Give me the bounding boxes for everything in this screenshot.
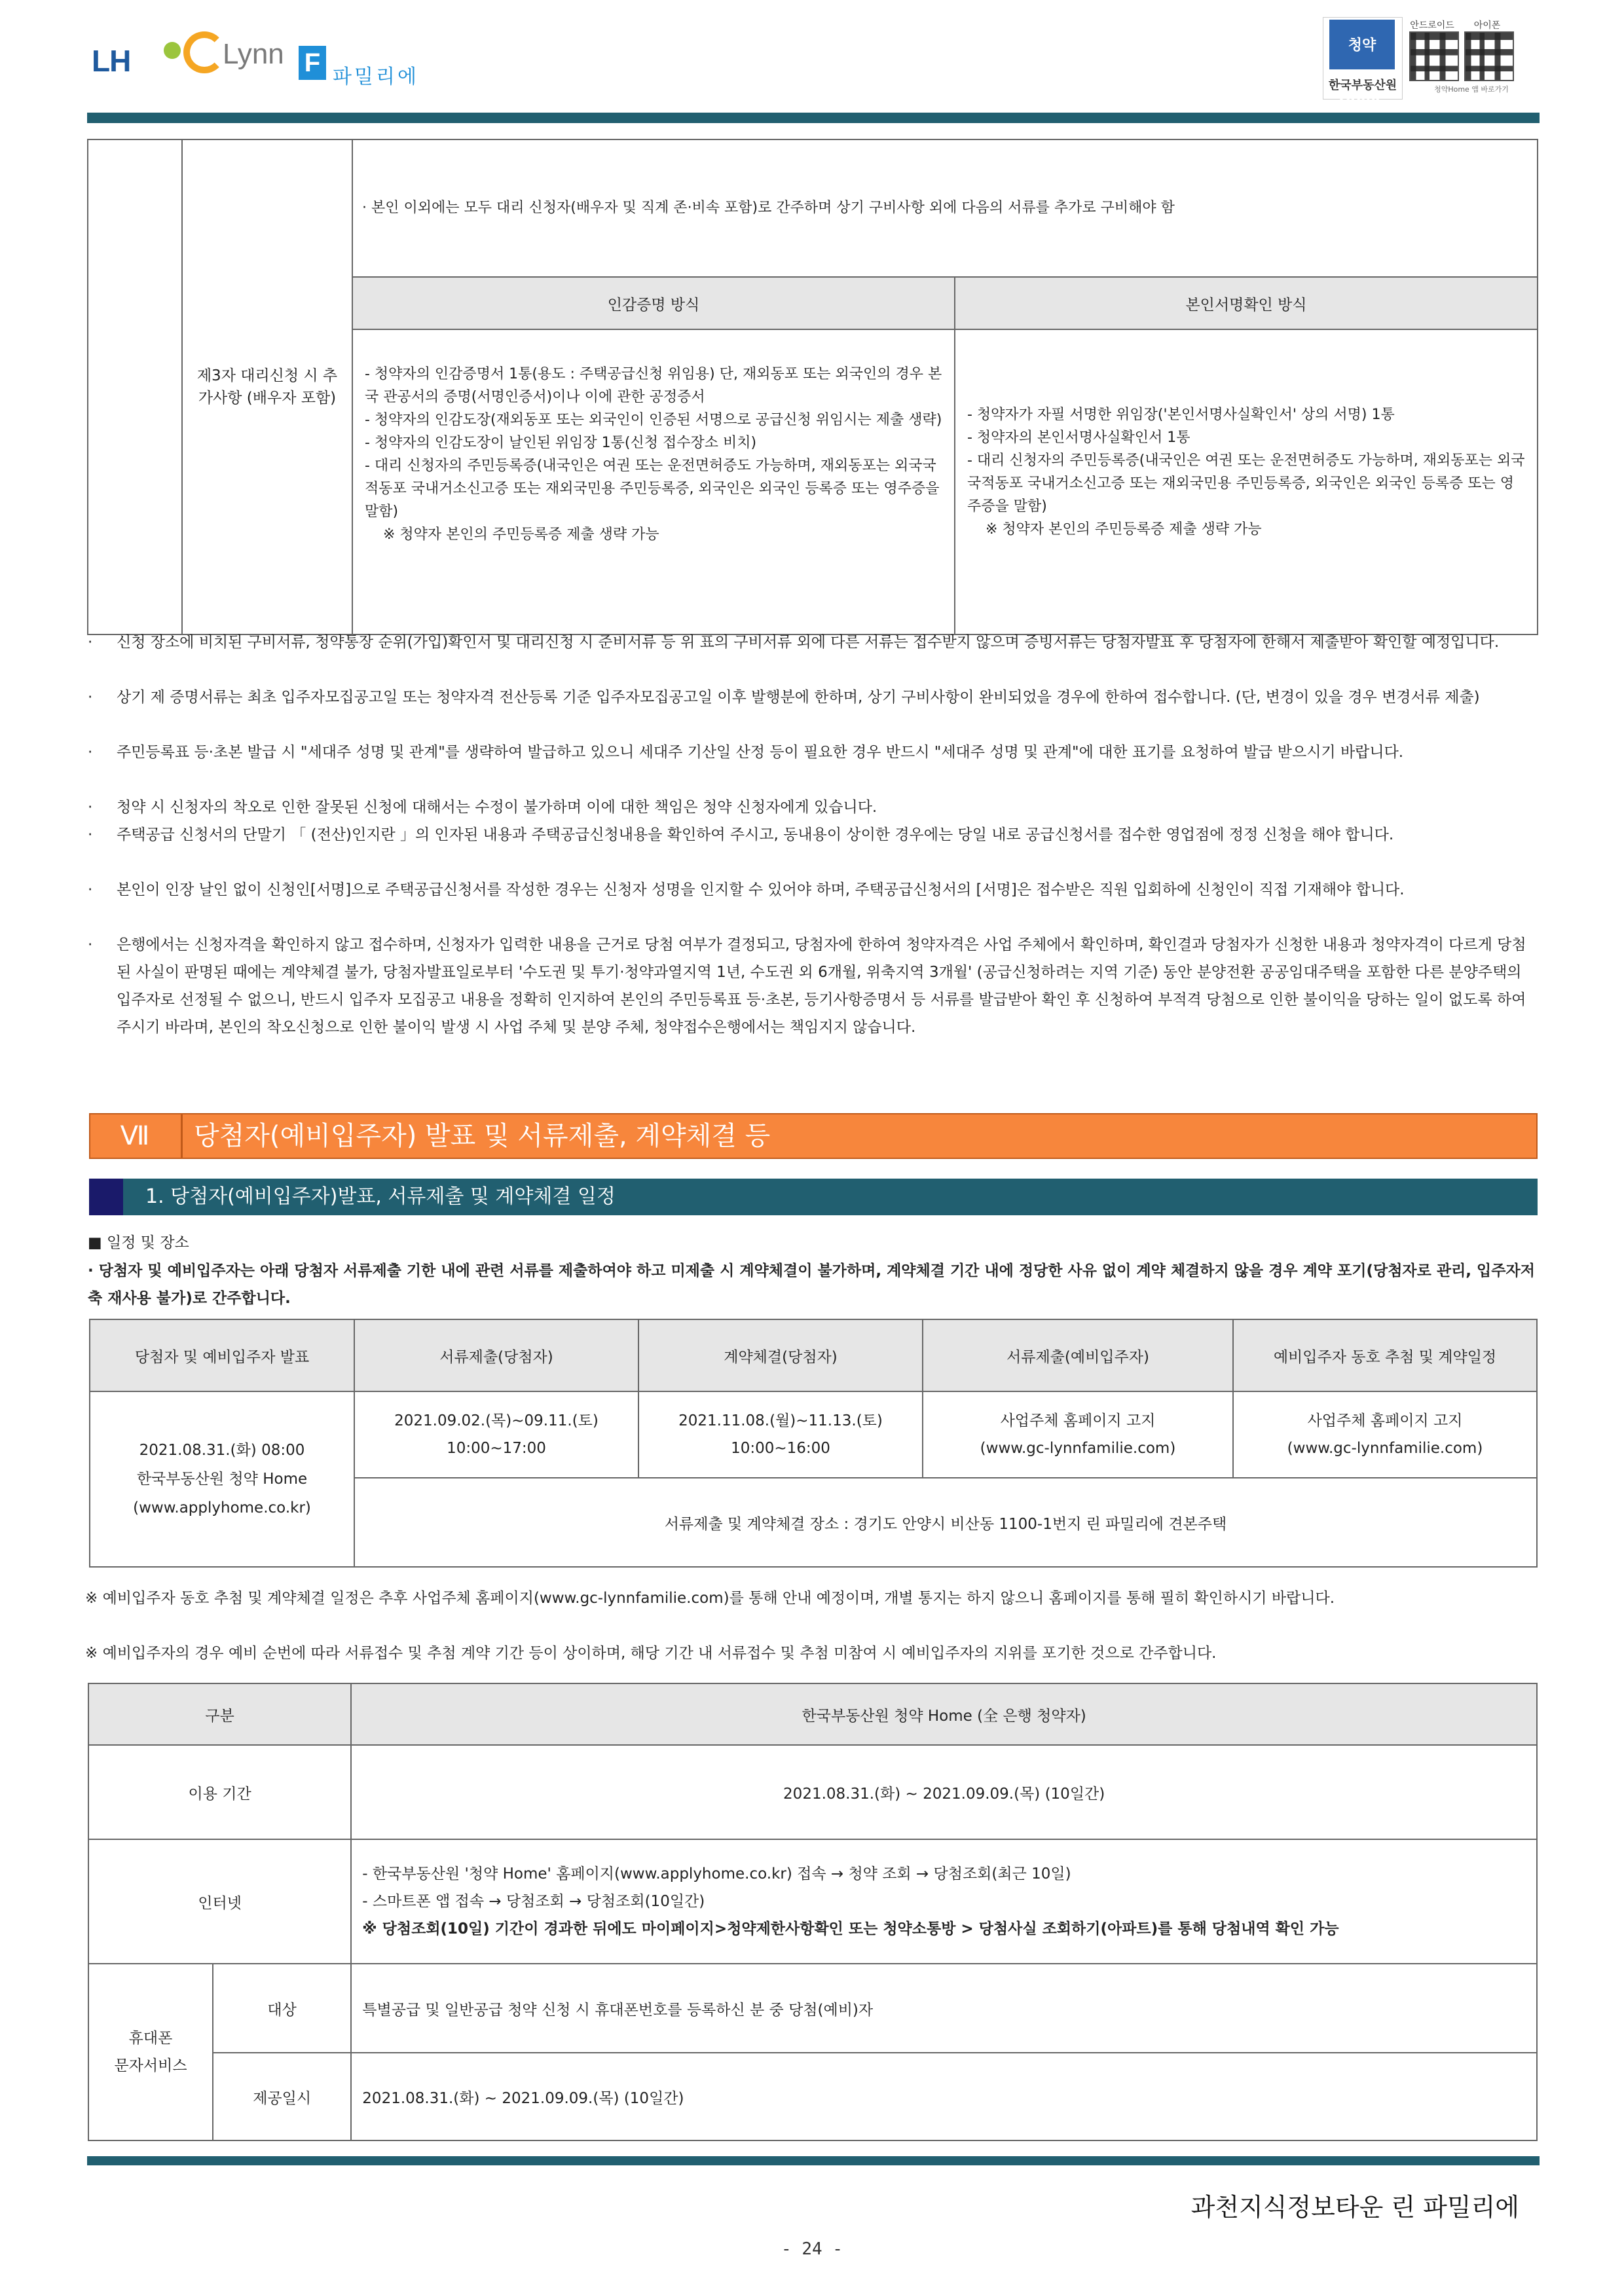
sms-label-line: 휴대폰 — [128, 2030, 173, 2047]
qr-iphone-icon[interactable] — [1464, 31, 1514, 81]
announce-cell — [90, 1391, 354, 1567]
schedule-header: 당첨자 및 예비입주자 발표 — [90, 1319, 354, 1391]
contract-time: 10:00~16:00 — [731, 1440, 830, 1457]
schedule-intro: · 당첨자 및 예비입주자는 아래 당첨자 서류제출 기한 내에 관련 서류를 제출하여야 하고 미제출 시 계약체결이 불가하며, 계약체결 기간 내에 정당한 사유 없이 계약 체결하지 않을 경우 계약 포기(당첨자로 관리, 입주자저축 재사용 불가)로 간주합니다. — [88, 1262, 1535, 1307]
lynn-logo-ring-icon — [183, 31, 225, 73]
qr-iphone-label: 아이폰 — [1473, 20, 1501, 31]
right-line: - 대리 신청자의 주민등록증(내국인은 여권 또는 운전면허증도 가능하며, 재외동포는 외국국적동포 국내거소신고증 또는 재외국민용 주민등록증, 외국인은 외국인 등록증 또는 영주증을 말함) — [967, 452, 1525, 515]
note-item — [88, 684, 1535, 711]
sms-label-line: 문자서비스 — [114, 2057, 187, 2074]
note-text: 신청 장소에 비치된 구비서류, 청약통장 순위(가입)확인서 및 대리신청 시 준비서류 등 위 표의 구비서류 외에 다른 서류는 접수받지 않으며 증빙서류는 당첨자발표 후 당첨자에 한해서 제출받아 확인할 예정입니다. — [117, 634, 1500, 651]
bullet-icon: · — [88, 689, 93, 706]
schedule-table — [89, 1319, 1538, 1568]
chungyak-org-name: 한국부동산원 — [1328, 79, 1397, 92]
announce-site: 한국부동산원 청약 Home — [136, 1471, 308, 1488]
qr-android-icon[interactable] — [1409, 31, 1459, 81]
footer-title: 과천지식정보타운 린 파밀리에 — [1190, 2193, 1519, 2222]
note-item — [88, 876, 1535, 904]
remark-item: ※ 예비입주자 동호 추첨 및 계약체결 일정은 추후 사업주체 홈페이지(www.gc-lynnfamilie.com)를 통해 안내 예정이며, 개별 통지는 하지 않으니 홈페이지를 통해 필히 확인하시기 바랍니다. — [85, 1590, 1335, 1607]
internet-line: - 스마트폰 앱 접속 → 당첨조회 → 당첨조회(10일간) — [362, 1893, 705, 1910]
reserve-draw-cell — [1233, 1391, 1537, 1478]
announce-date: 2021.08.31.(화) 08:00 — [139, 1442, 305, 1459]
familie-logo-mark: F — [299, 46, 326, 80]
remark-item: ※ 예비입주자의 경우 예비 순번에 따라 서류접수 및 추첨 계약 기간 등이 상이하며, 해당 기간 내 서류접수 및 추첨 미참여 시 예비입주자의 지위를 포기한 것으로 간주합니다. — [85, 1645, 1217, 1662]
docs-winner-date: 2021.09.02.(목)~09.11.(토) — [394, 1412, 599, 1429]
footer-divider — [87, 2156, 1540, 2165]
lh-logo: LH — [92, 44, 131, 78]
target-value: 특별공급 및 일반공급 청약 신청 시 휴대폰번호를 등록하신 분 중 당첨(예비)자 — [351, 1964, 1537, 2053]
left-line: - 청약자의 인감증명서 1통(용도 : 주택공급신청 위임용) 단, 재외동포 또는 외국인의 경우 본국 관공서의 증명(서명인증서)이나 이에 관한 공정증서 — [365, 366, 942, 405]
schedule-heading: ■ 일정 및 장소 — [88, 1234, 189, 1251]
place-cell: 서류제출 및 계약체결 장소 : 경기도 안양시 비산동 1100-1번지 린 파밀리에 견본주택 — [354, 1478, 1537, 1567]
note-item — [88, 931, 1535, 1041]
chungyak-home-house-icon: 청약Home — [1329, 20, 1395, 69]
col-right-body — [955, 329, 1538, 634]
lookup-header-service: 한국부동산원 청약 Home (全 은행 청약자) — [351, 1683, 1537, 1745]
note-item — [88, 794, 1535, 821]
reserve-draw-notice: 사업주체 홈페이지 고지 — [1307, 1412, 1463, 1429]
internet-line: ※ 당첨조회(10일) 기간이 경과한 뒤에도 마이페이지>청약제한사항확인 또는 청약소통방 > 당첨사실 조회하기(아파트)를 통해 당첨내역 확인 가능 — [362, 1920, 1339, 1937]
qr-caption: 청약Home 앱 바로가기 — [1434, 85, 1509, 94]
reserve-draw-url[interactable]: (www.gc-lynnfamilie.com) — [1287, 1440, 1483, 1457]
qr-android-label: 안드로이드 — [1410, 20, 1454, 31]
left-line: - 청약자의 인감도장(재외동포 또는 외국인이 인증된 서명으로 공급신청 위임시는 제출 생략) — [365, 412, 942, 428]
bullet-icon: · — [88, 936, 93, 953]
right-line: ※ 청약자 본인의 주민등록증 제출 생략 가능 — [986, 521, 1262, 538]
bullet-icon: · — [88, 634, 93, 651]
left-line: ※ 청약자 본인의 주민등록증 제출 생략 가능 — [383, 526, 659, 543]
left-line: - 청약자의 인감도장이 날인된 위임장 1통(신청 접수장소 비치) — [365, 435, 757, 451]
col-right-header: 본인서명확인 방식 — [955, 277, 1538, 329]
note-item — [88, 629, 1535, 656]
date-value: 2021.08.31.(화) ~ 2021.09.09.(목) (10일간) — [351, 2053, 1537, 2140]
docs-reserve-url[interactable]: (www.gc-lynnfamilie.com) — [980, 1440, 1176, 1457]
date-label: 제공일시 — [213, 2053, 351, 2140]
note-text: 주택공급 신청서의 단말기 「 (전산)인지란 」의 인자된 내용과 주택공급신청내용을 확인하여 주시고, 동내용이 상이한 경우에는 당일 내로 공급신청서를 접수한 영업점에 정정 신청을 해야 합니다. — [117, 826, 1394, 843]
right-line: - 청약자의 본인서명사실확인서 1통 — [967, 430, 1190, 446]
familie-logo-text: 파밀리에 — [333, 65, 419, 88]
bullet-icon: · — [88, 881, 93, 898]
left-line: - 대리 신청자의 주민등록증(내국인은 여권 또는 운전면허증도 가능하며, 재외동포는 외국국적동포 국내거소신고증 또는 재외국민용 주민등록증, 외국인은 외국인 등록증 또는 영주증을 말함) — [365, 458, 940, 520]
section-7-number: Ⅶ — [120, 1121, 150, 1151]
docs-winner-time: 10:00~17:00 — [447, 1440, 546, 1457]
internet-body — [351, 1839, 1537, 1964]
subsection-1-title: 1. 당첨자(예비입주자)발표, 서류제출 및 계약체결 일정 — [145, 1185, 616, 1208]
bullet-icon: · — [88, 799, 93, 816]
row-label: 제3자 대리신청 시 추가사항 (배우자 포함) — [182, 139, 352, 634]
announce-url: (www.applyhome.co.kr) — [133, 1499, 311, 1516]
note-item — [88, 821, 1535, 849]
contract-cell — [638, 1391, 923, 1478]
sms-label — [88, 1964, 213, 2140]
period-value: 2021.08.31.(화) ~ 2021.09.09.(목) (10일간) — [351, 1745, 1537, 1839]
col-left-header: 인감증명 방식 — [352, 277, 955, 329]
header-divider — [87, 113, 1540, 123]
contract-date: 2021.11.08.(월)~11.13.(토) — [678, 1412, 883, 1429]
right-line: - 청약자가 자필 서명한 위임장('본인서명사실확인서' 상의 서명) 1통 — [967, 407, 1395, 423]
docs-reserve-notice: 사업주체 홈페이지 고지 — [1000, 1412, 1156, 1429]
lynn-logo-text: Lynn — [223, 38, 284, 70]
schedule-header: 서류제출(예비입주자) — [923, 1319, 1233, 1391]
note-text: 청약 시 신청자의 착오로 인한 잘못된 신청에 대해서는 수정이 불가하며 이에 대한 책임은 청약 신청자에게 있습니다. — [117, 799, 877, 816]
col-left-body — [352, 329, 955, 634]
target-label: 대상 — [213, 1964, 351, 2053]
note-text: 상기 제 증명서류는 최초 입주자모집공고일 또는 청약자격 전산등록 기준 입주자모집공고일 이후 발행분에 한하며, 상기 구비사항이 완비되었을 경우에 한하여 접수합니다. (단, 변경이 있을 경우 변경서류 제출) — [117, 689, 1480, 706]
proxy-intro: · 본인 이외에는 모두 대리 신청자(배우자 및 직계 존·비속 포함)로 간주하며 상기 구비사항 외에 다음의 서류를 추가로 구비해야 함 — [352, 139, 1538, 277]
proxy-application-table — [87, 139, 1538, 635]
lynn-logo-dot-icon — [164, 42, 181, 59]
bullet-icon: · — [88, 744, 93, 761]
section-7-title: 당첨자(예비입주자) 발표 및 서류제출, 계약체결 등 — [194, 1121, 771, 1151]
section-7-divider — [181, 1113, 183, 1159]
period-label: 이용 기간 — [88, 1745, 351, 1839]
bullet-icon: · — [88, 826, 93, 843]
docs-reserve-cell — [923, 1391, 1233, 1478]
blank-cell — [88, 139, 182, 634]
schedule-header: 예비입주자 동호 추첨 및 계약일정 — [1233, 1319, 1537, 1391]
note-item — [88, 739, 1535, 766]
internet-label: 인터넷 — [88, 1839, 351, 1964]
internet-line: - 한국부동산원 '청약 Home' 홈페이지(www.applyhome.co.kr) 접속 → 청약 조회 → 당첨조회(최근 10일) — [362, 1865, 1071, 1882]
schedule-header: 서류제출(당첨자) — [354, 1319, 638, 1391]
page-number: - 24 - — [781, 2239, 843, 2259]
note-text: 은행에서는 신청자격을 확인하지 않고 접수하며, 신청자가 입력한 내용을 근거로 당첨 여부가 결정되고, 당첨자에 한하여 청약자격은 사업 주체에서 확인하며, 확인결과 당첨자가 신청한 내용과 청약자격이 다르게 당첨된 사실이 판명된 때에는 계약체결 불가, 당첨자발표일로부터 '수도권 및 투기·청약과열지역 1년, 수도권 외 6개월, 위축지역 3개월' (공급신청하려는 지역 기준) 동안 분양전환 공공임대주택을 포함한 다른 분양주택의 입주자로 선정될 수 없으니, 반드시 입주자 모집공고 내용을 정확히 인지하여 본인의 주민등록표 등·초본, 등기사항증명서 등 서류를 발급받아 확인 후 신청하여 부적격 당첨으로 인한 불이익을 당하는 일이 없도록 하여 주시기 바라며, 본인의 착오신청으로 인한 불이익 발생 시 사업 주체 및 분양 주체, 청약접수은행에서는 책임지지 않습니다. — [117, 936, 1526, 1036]
winner-lookup-table — [88, 1683, 1538, 2141]
docs-winner-cell — [354, 1391, 638, 1478]
note-text: 본인이 인장 날인 없이 신청인[서명]으로 주택공급신청서를 작성한 경우는 신청자 성명을 인지할 수 있어야 하며, 주택공급신청서의 [서명]은 접수받은 직원 입회하에 신청인이 직접 기재해야 합니다. — [117, 881, 1405, 898]
subsection-1-marker — [89, 1179, 123, 1215]
note-text: 주민등록표 등·초본 발급 시 "세대주 성명 및 관계"를 생략하여 발급하고 있으니 세대주 기산일 산정 등이 필요한 경우 반드시 "세대주 성명 및 관계"에 대한 표기를 요청하여 발급 받으시기 바랍니다. — [117, 744, 1404, 761]
schedule-header: 계약체결(당첨자) — [638, 1319, 923, 1391]
lookup-header-category: 구분 — [88, 1683, 351, 1745]
